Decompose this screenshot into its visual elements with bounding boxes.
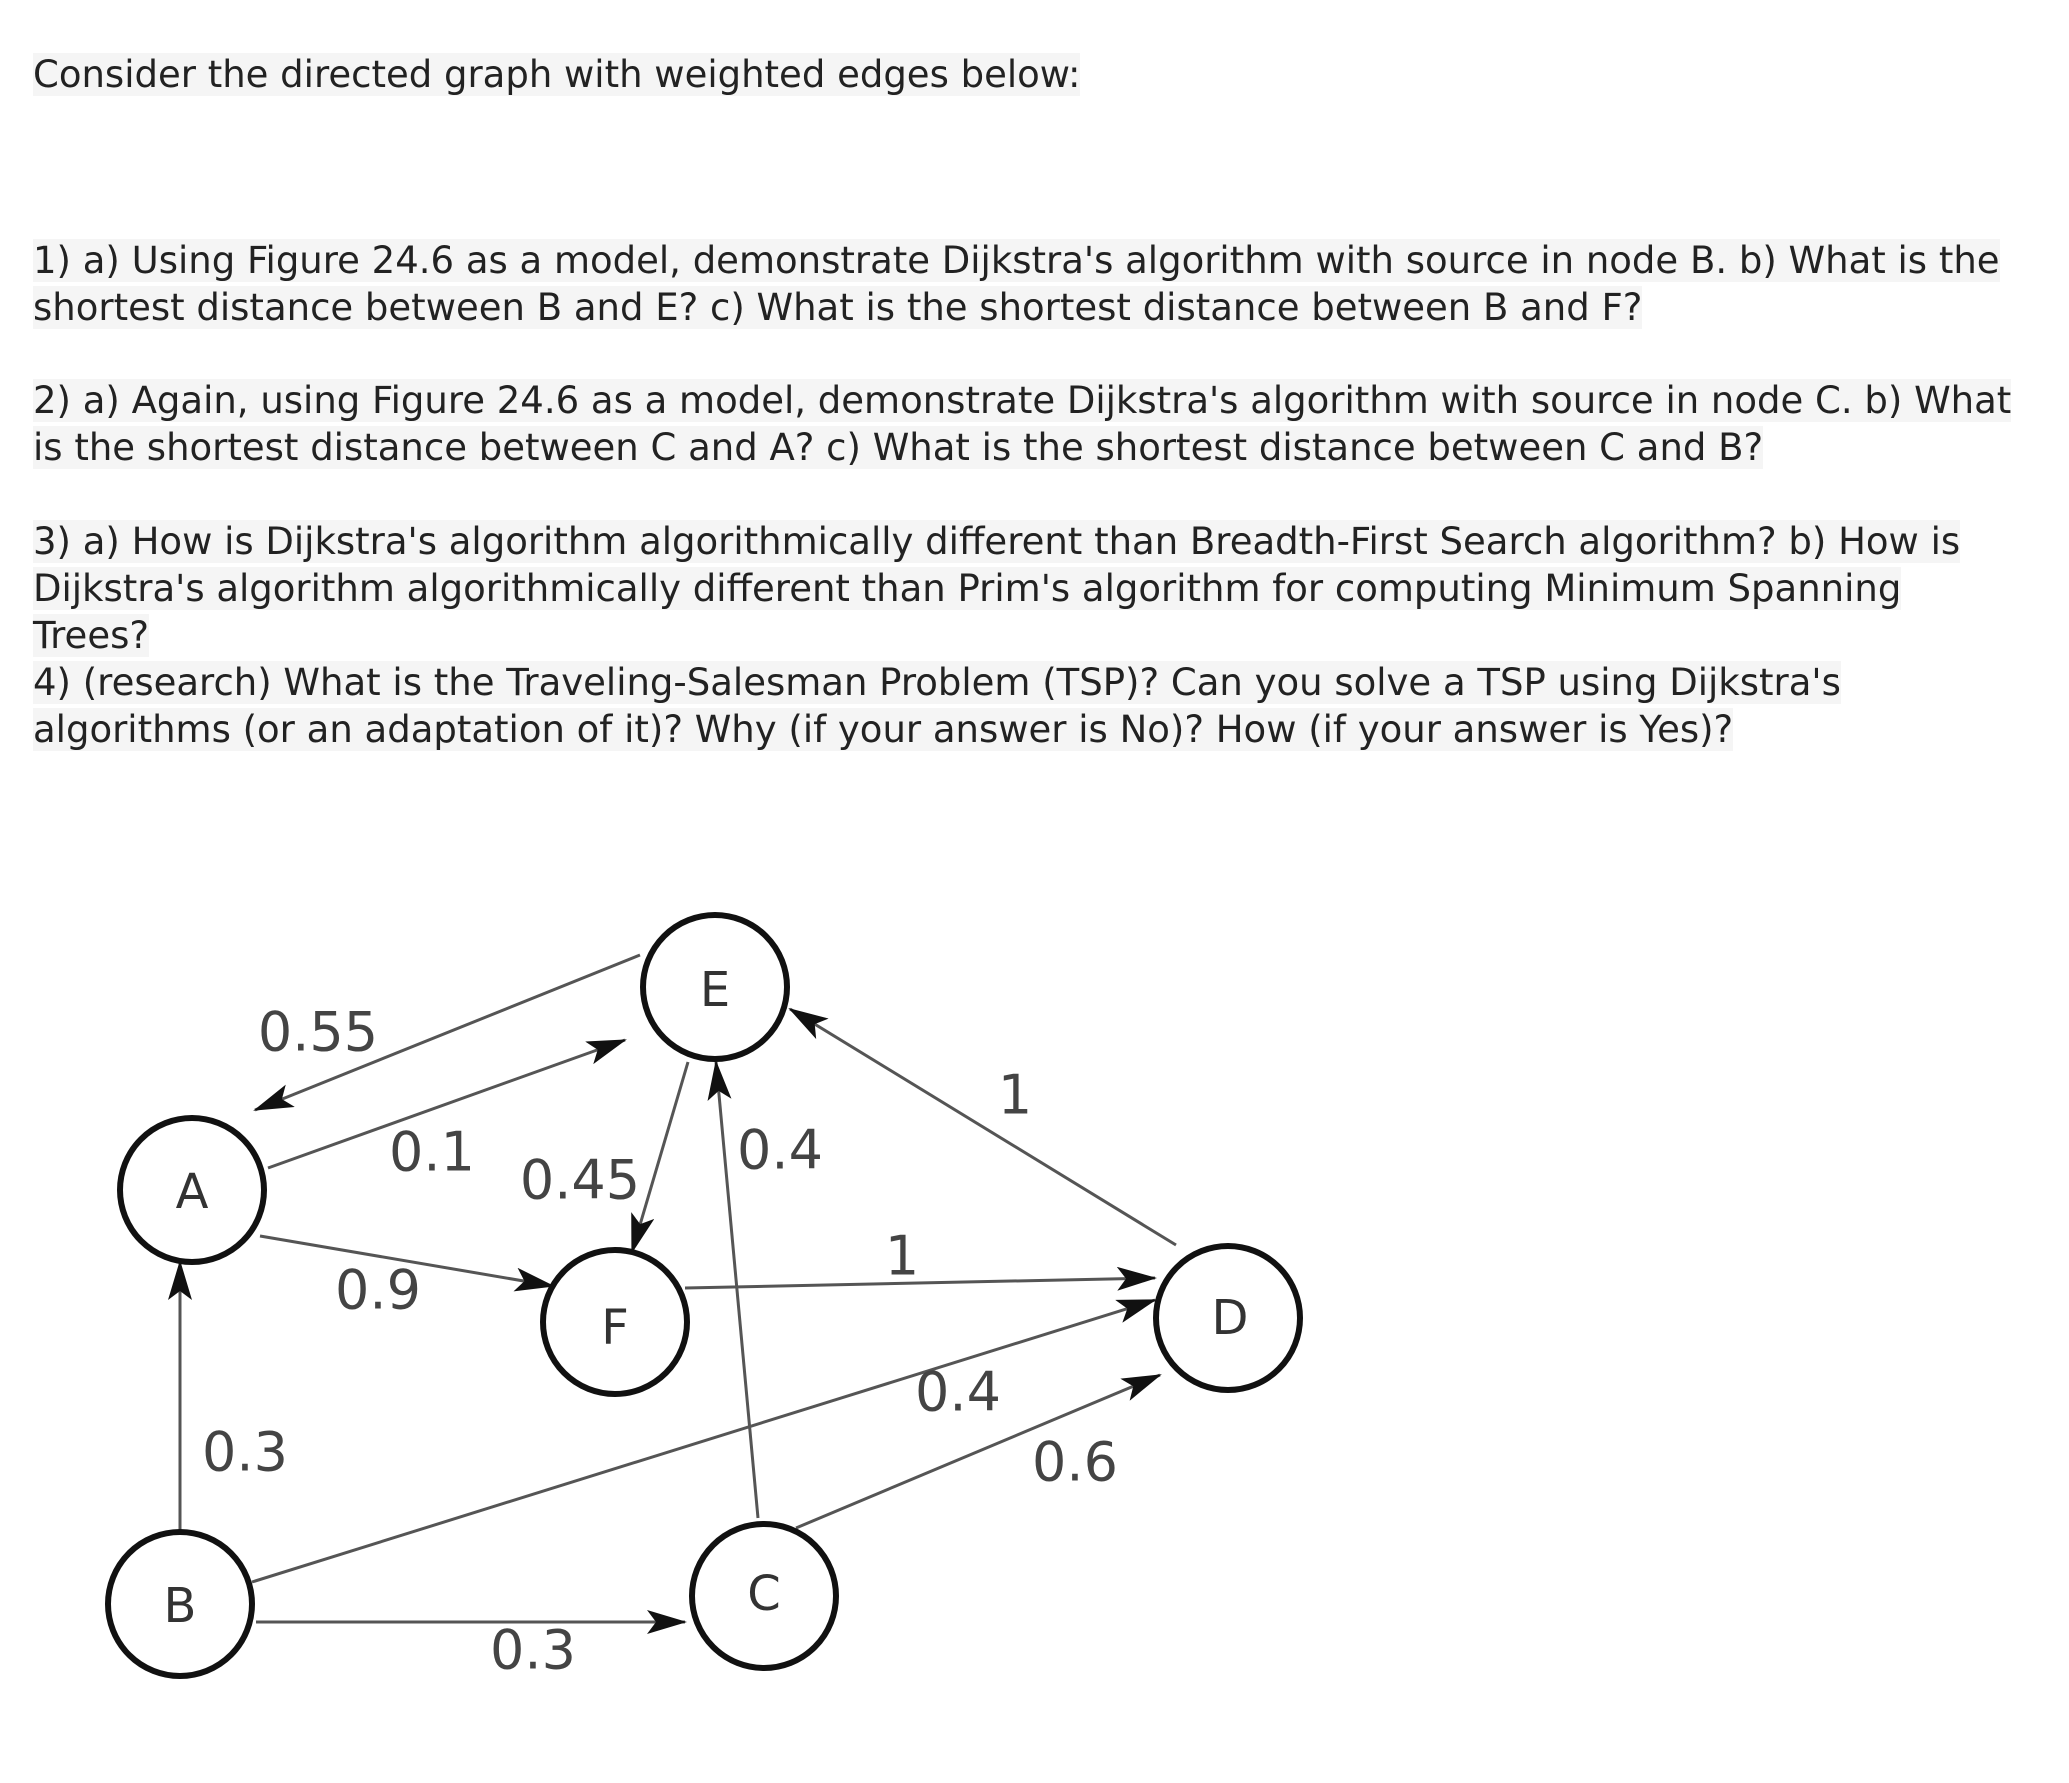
node-b-label: B [163,1578,197,1634]
node-d-label: D [1211,1290,1249,1346]
weight-a-f: 0.9 [335,1258,421,1322]
edge-d-e [790,1009,1176,1245]
weight-c-e: 0.4 [737,1118,823,1182]
weight-b-d: 0.4 [915,1360,1001,1424]
node-a-label: A [175,1164,209,1220]
question-2: 2) a) Again, using Figure 24.6 as a model, demonstrate Dijkstra's algorithm with source in node C. b) What is the shortest distance between C and A? c) What is the shortest distance between C and B? [33,379,2012,469]
node-a [120,1118,264,1262]
weight-a-e: 0.1 [389,1120,475,1184]
intro-text: Consider the directed graph with weighted edges below: [33,53,1081,96]
weight-e-a: 0.55 [257,1000,379,1064]
weight-f-d: 1 [884,1224,920,1288]
node-f-label: F [601,1300,629,1356]
node-c-label: C [747,1566,781,1622]
node-e [643,915,787,1059]
edge-e-f [632,1062,688,1252]
question-1: 1) a) Using Figure 24.6 as a model, demonstrate Dijkstra's algorithm with source in node B. b) What is the shortest distance between B and E? c) What is the shortest distance between B and F? [33,239,2000,329]
weight-b-a: 0.3 [202,1420,288,1484]
edge-b-d [252,1300,1155,1582]
node-c [692,1524,836,1668]
weight-e-f: 0.45 [519,1148,641,1212]
weight-c-d: 0.6 [1032,1430,1118,1494]
weight-d-e: 1 [997,1063,1033,1127]
weight-b-c: 0.3 [490,1618,576,1682]
question-4: 4) (research) What is the Traveling-Salesman Problem (TSP)? Can you solve a TSP using Dijkstra's algorithms (or an adaptation of it)? Why (if your answer is No)? How (if your answer is Yes)? [33,661,1841,751]
node-d [1156,1246,1300,1390]
node-f [543,1250,687,1394]
edge-f-d [685,1278,1155,1288]
question-3: 3) a) How is Dijkstra's algorithm algorithmically different than Breadth-First Search algorithm? b) How is Dijkstra's algorithm algorithmically different than Prim's algorithm for computing Minimum Spanning Trees? [33,520,1961,657]
node-b [108,1532,252,1676]
node-e-label: E [699,962,731,1018]
